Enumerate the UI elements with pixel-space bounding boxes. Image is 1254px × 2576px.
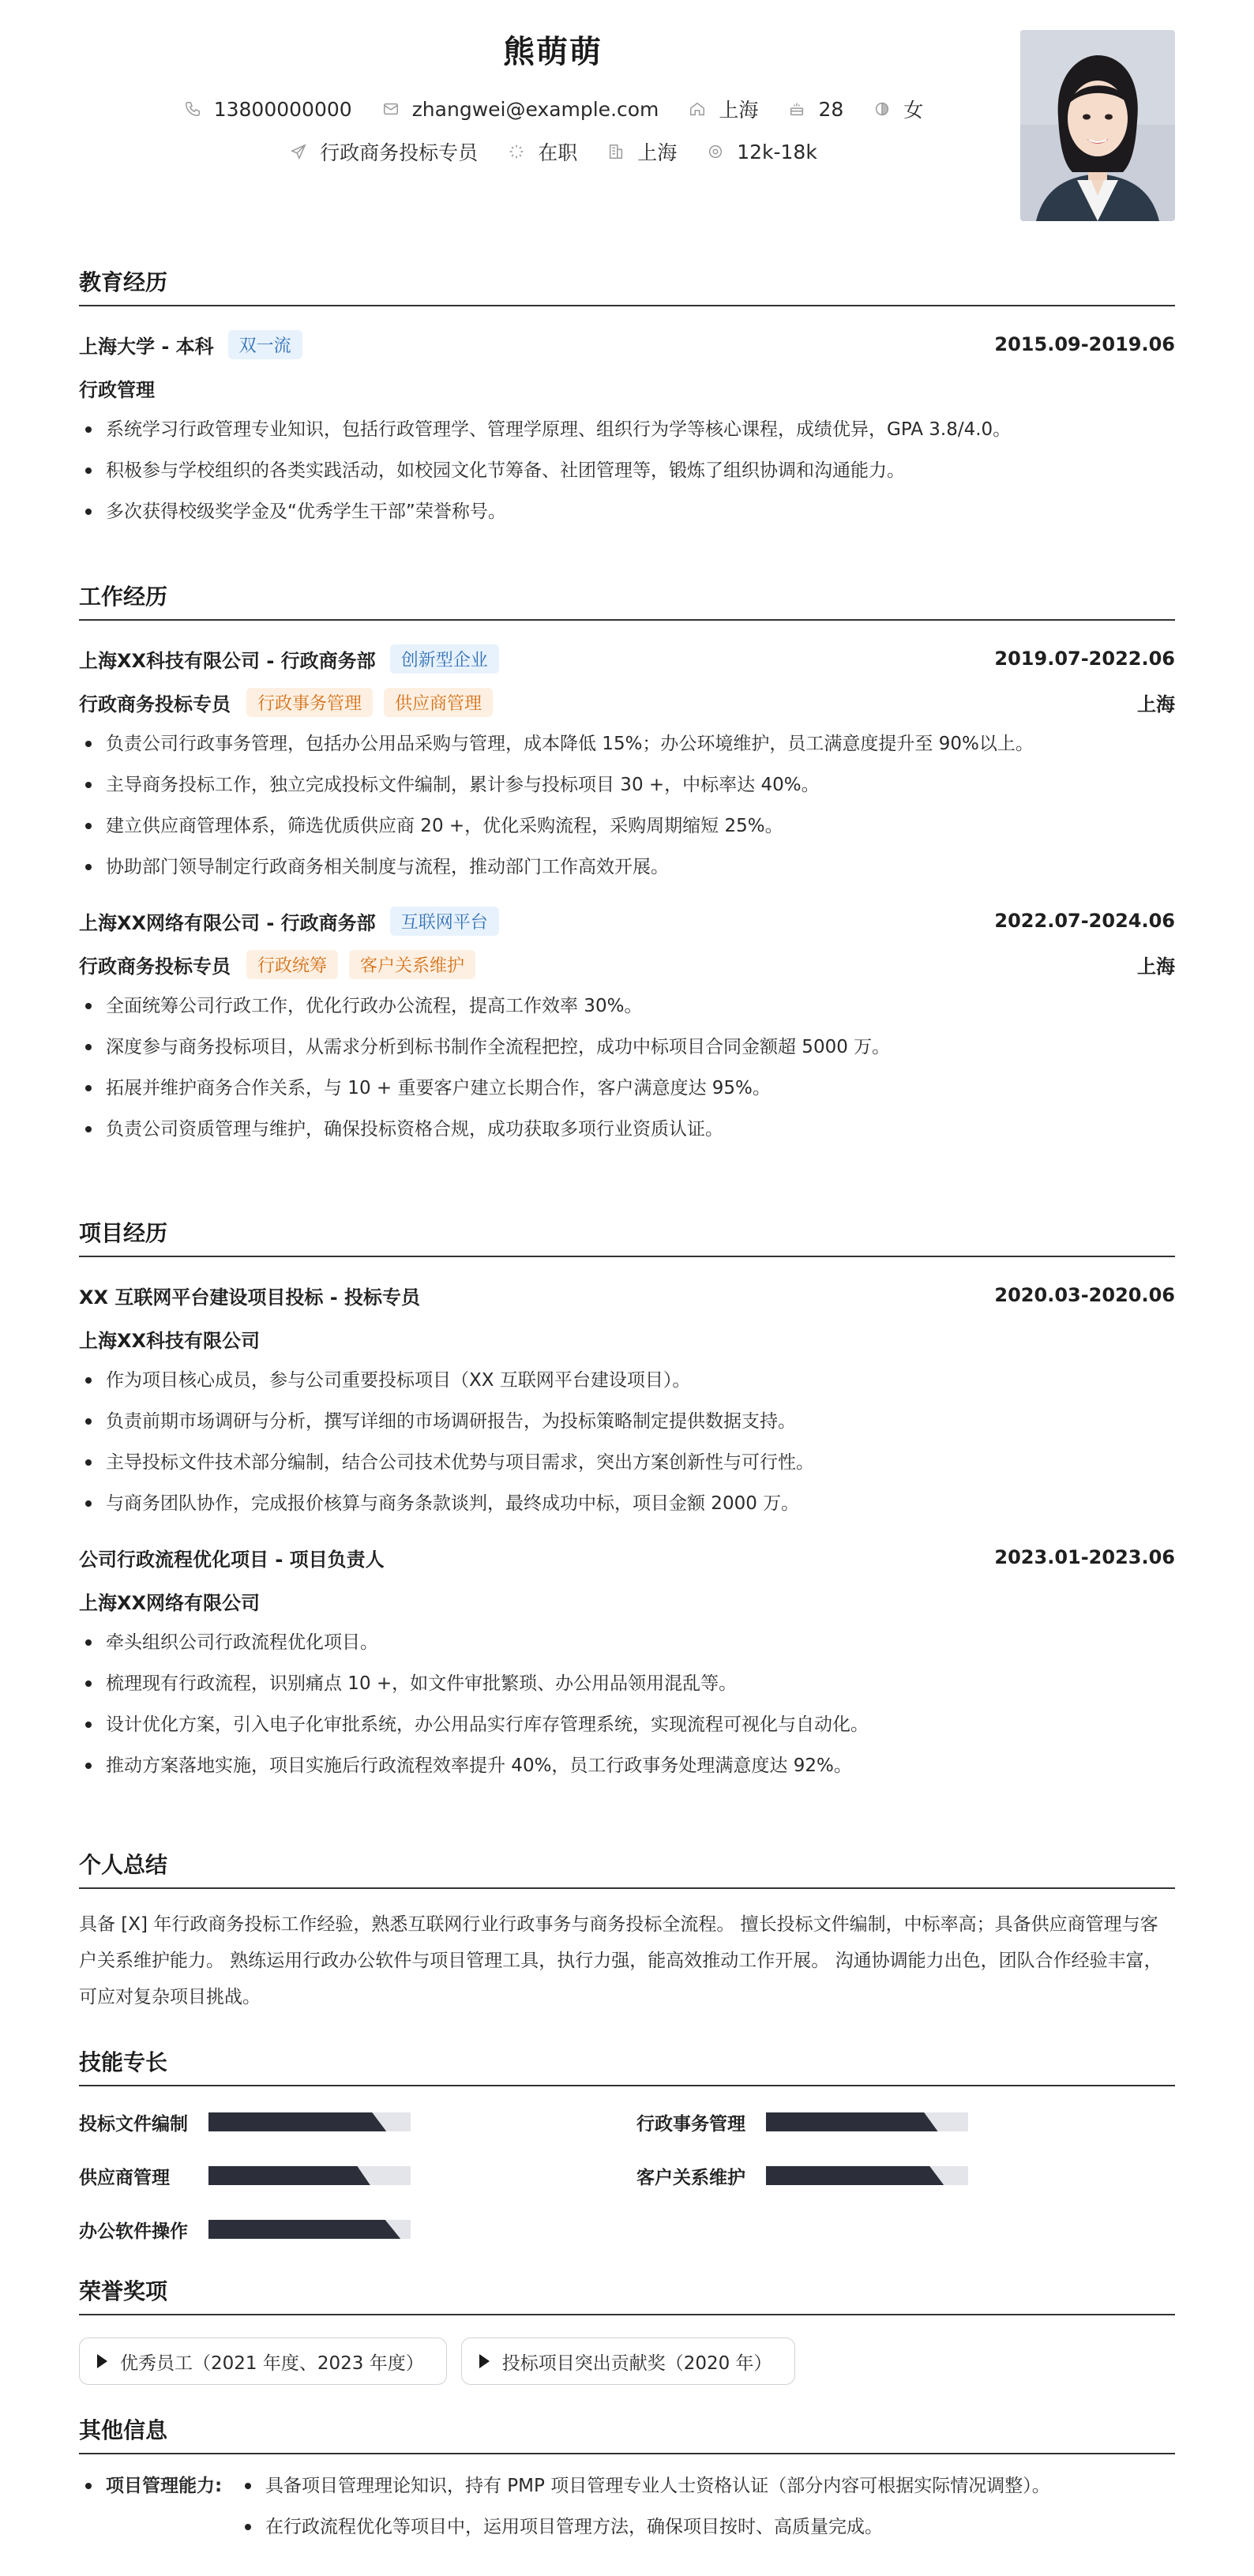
job-period: 2022.07-2024.06 <box>994 910 1175 932</box>
projects-title: 项目经历 <box>79 1216 1175 1257</box>
age-value: 28 <box>818 97 844 121</box>
skill-bar-fill <box>766 2166 944 2185</box>
skill-bar-fill <box>766 2112 938 2131</box>
skill-bar <box>208 2112 411 2131</box>
list-item: 主导商务投标工作，独立完成投标文件编制，累计参与投标项目 30 +，中标率达 40%。 <box>79 764 1175 805</box>
skill-bar <box>208 2220 411 2239</box>
list-item: 拓展并维护商务合作关系，与 10 + 重要客户建立长期合作，客户满意度达 95%。 <box>79 1068 1175 1109</box>
project-bullets <box>79 1360 1175 1524</box>
list-item: 设计优化方案，引入电子化审批系统，办公用品实行库存管理系统，实现流程可视化与自动化。 <box>79 1704 1175 1745</box>
salary-info <box>705 141 817 163</box>
company-name: 上海XX网络有限公司 - 行政商务部 <box>79 911 376 934</box>
skills-section <box>79 2045 1175 2276</box>
school-tag: 双一流 <box>228 330 302 359</box>
job-period: 2019.07-2022.06 <box>994 648 1175 670</box>
gender-info <box>872 95 923 123</box>
project-org: 上海XX科技有限公司 <box>79 1329 261 1352</box>
list-item: 推动方案落地实施，项目实施后行政流程效率提升 40%，员工行政事务处理满意度达 92%。 <box>79 1745 1175 1786</box>
project-bullets <box>79 1622 1175 1786</box>
email-info <box>381 98 659 121</box>
award-item <box>79 2338 447 2385</box>
project-row <box>79 1535 1175 1579</box>
project-org: 上海XX网络有限公司 <box>79 1591 261 1614</box>
send-icon <box>288 141 309 162</box>
skill-item <box>636 2110 968 2134</box>
skills-grid <box>79 2102 1175 2276</box>
job-role-row <box>79 681 1175 723</box>
education-row <box>79 322 1175 366</box>
skills-title: 技能专长 <box>79 2045 1175 2086</box>
skill-label: 投标文件编制 <box>79 2113 188 2135</box>
project-period: 2020.03-2020.06 <box>994 1284 1175 1306</box>
status-info <box>506 137 577 166</box>
job-location: 上海 <box>1137 955 1175 978</box>
skill-label: 客户关系维护 <box>636 2167 745 2188</box>
triangle-right-icon <box>479 2354 490 2368</box>
list-item: 作为项目核心成员，参与公司重要投标项目（XX 互联网平台建设项目）。 <box>79 1360 1175 1401</box>
other-section <box>79 2413 1175 2548</box>
mail-icon <box>381 99 401 119</box>
list-item: 负责公司行政事务管理，包括办公用品采购与管理，成本降低 15%；办公环境维护，员工满意度提升至 90%以上。 <box>79 723 1175 764</box>
job-role: 行政商务投标专员 <box>79 693 231 715</box>
awards-list <box>79 2338 1175 2385</box>
work-city-value: 上海 <box>637 141 678 164</box>
other-row <box>79 2465 1175 2507</box>
gender-value: 女 <box>903 99 924 122</box>
building-icon <box>606 141 626 162</box>
list-item: 积极参与学校组织的各类实践活动，如校园文化节筹备、社团管理等，锻炼了组织协调和沟通能力。 <box>79 450 1175 491</box>
skill-bar <box>208 2166 411 2185</box>
skill-item <box>79 2110 411 2134</box>
skill-item <box>79 2164 411 2187</box>
skill-tag: 供应商管理 <box>384 688 493 717</box>
list-item: 牵头组织公司行政流程优化项目。 <box>79 1622 1175 1663</box>
job-bullets <box>79 723 1175 888</box>
list-item: 主导投标文件技术部分编制，结合公司技术优势与项目需求，突出方案创新性与可行性。 <box>79 1442 1175 1483</box>
award-label: 优秀员工（2021 年度、2023 年度） <box>120 2353 424 2374</box>
skill-tag: 行政统筹 <box>246 950 338 979</box>
skill-bar <box>766 2166 968 2185</box>
gender-icon <box>872 99 892 119</box>
skill-label: 办公软件操作 <box>79 2221 188 2242</box>
school-name: 上海大学 - 本科 <box>79 335 214 358</box>
project-period: 2023.01-2023.06 <box>994 1546 1175 1568</box>
work-city-info <box>606 137 677 166</box>
other-title: 其他信息 <box>79 2413 1175 2454</box>
list-item: 系统学习行政管理专业知识，包括行政管理学、管理学原理、组织行为学等核心课程，成绩优异，GPA 3.8/4.0。 <box>79 409 1175 450</box>
work-title: 工作经历 <box>79 580 1175 621</box>
list-item: 建立供应商管理体系，筛选优质供应商 20 +，优化采购流程，采购周期缩短 25%。 <box>79 805 1175 847</box>
job-role: 行政商务投标专员 <box>79 955 231 978</box>
list-item: 多次获得校级奖学金及“优秀学生干部”荣誉称号。 <box>79 491 1175 532</box>
company-tag: 互联网平台 <box>390 907 499 936</box>
salary-value: 12k-18k <box>737 140 817 163</box>
awards-section <box>79 2274 1175 2385</box>
job-role-row <box>79 943 1175 986</box>
education-period: 2015.09-2019.06 <box>994 333 1175 355</box>
skill-label: 供应商管理 <box>79 2167 170 2188</box>
contact-row <box>79 95 1027 123</box>
job-row <box>79 636 1175 681</box>
skill-item <box>79 2217 411 2241</box>
skill-tag: 客户关系维护 <box>349 950 475 979</box>
education-bullets <box>79 409 1175 532</box>
project-name: 公司行政流程优化项目 - 项目负责人 <box>79 1548 385 1571</box>
coin-icon <box>705 141 726 162</box>
list-item: 负责公司资质管理与维护，确保投标资格合规，成功获取多项行业资质认证。 <box>79 1109 1175 1150</box>
phone-icon <box>182 99 203 119</box>
phone-info <box>182 98 352 121</box>
company-name: 上海XX科技有限公司 - 行政商务部 <box>79 649 376 672</box>
triangle-right-icon <box>97 2354 107 2368</box>
job-row <box>79 899 1175 943</box>
skill-item <box>636 2164 968 2187</box>
summary-title: 个人总结 <box>79 1848 1175 1889</box>
status-value: 在职 <box>538 141 578 164</box>
other-list <box>79 2465 1175 2548</box>
skill-bar <box>766 2112 968 2131</box>
resume-header <box>79 0 1175 229</box>
list-item: 负责前期市场调研与分析，撰写详细的市场调研报告，为投标策略制定提供数据支持。 <box>79 1401 1175 1442</box>
award-item <box>461 2338 795 2385</box>
skill-bar-fill <box>208 2166 370 2185</box>
summary-text: 具备 [X] 年行政商务投标工作经验，熟悉互联网行业行政事务与商务投标全流程。 擅长投标文件编制，中标率高；具备供应商管理与客户关系维护能力。 熟练运用行政办公软件与项目管理工具，执行力强，能高效推动工作开展。 沟通协调能力出色，团队合作经验丰富，可应对复杂项目挑战。 <box>79 1914 1162 2007</box>
profile-photo <box>1020 30 1175 221</box>
list-item: 与商务团队协作，完成报价核算与商务条款谈判，最终成功中标，项目金额 2000 万。 <box>79 1483 1175 1524</box>
skill-bar-fill <box>208 2220 400 2239</box>
list-item: 协助部门领导制定行政商务相关制度与流程，推动部门工作高效开展。 <box>79 847 1175 888</box>
major: 行政管理 <box>79 378 155 401</box>
phone-value: 13800000000 <box>213 97 352 121</box>
project-name: XX 互联网平台建设项目投标 - 投标专员 <box>79 1286 421 1309</box>
skill-label: 行政事务管理 <box>636 2113 745 2135</box>
age-info <box>787 98 843 121</box>
list-item: 梳理现有行政流程，识别痛点 10 +，如文件审批繁琐、办公用品领用混乱等。 <box>79 1663 1175 1704</box>
position-info <box>288 137 478 166</box>
list-item: 深度参与商务投标项目，从需求分析到标书制作全流程把控，成功中标项目合同金额超 5000 万。 <box>79 1027 1175 1068</box>
candidate-name: 熊萌萌 <box>503 34 603 70</box>
resume-page <box>79 0 1175 2576</box>
cake-icon <box>787 99 807 119</box>
list-item: 全面统筹公司行政工作，优化行政办公流程，提高工作效率 30%。 <box>79 986 1175 1027</box>
company-tag: 创新型企业 <box>390 644 499 674</box>
job-bullets <box>79 986 1175 1150</box>
projects-section <box>79 1216 1175 1786</box>
project-row <box>79 1273 1175 1317</box>
education-section <box>79 265 1175 532</box>
education-title: 教育经历 <box>79 265 1175 306</box>
skill-tag: 行政事务管理 <box>246 688 373 717</box>
other-key: 项目管理能力: <box>79 2465 238 2507</box>
city-value: 上海 <box>719 99 759 122</box>
home-icon <box>687 99 708 119</box>
position-value: 行政商务投标专员 <box>320 141 479 164</box>
loading-icon <box>506 141 527 162</box>
other-value: 在行政流程优化等项目中，运用项目管理方法，确保项目按时、高质量完成。 <box>238 2507 883 2548</box>
job-location: 上海 <box>1137 693 1175 715</box>
city-info <box>687 95 758 123</box>
work-section <box>79 580 1175 1150</box>
skill-bar-fill <box>208 2112 386 2131</box>
job-intent-row <box>79 137 1027 166</box>
email-value: zhangwei@example.com <box>411 97 659 121</box>
awards-title: 荣誉奖项 <box>79 2274 1175 2315</box>
award-label: 投标项目突出贡献奖（2020 年） <box>501 2353 772 2374</box>
other-value: 具备项目管理理论知识，持有 PMP 项目管理专业人士资格认证（部分内容可根据实际情况调整）。 <box>238 2465 1050 2507</box>
summary-section <box>79 1848 1175 2015</box>
other-row <box>79 2507 1175 2548</box>
